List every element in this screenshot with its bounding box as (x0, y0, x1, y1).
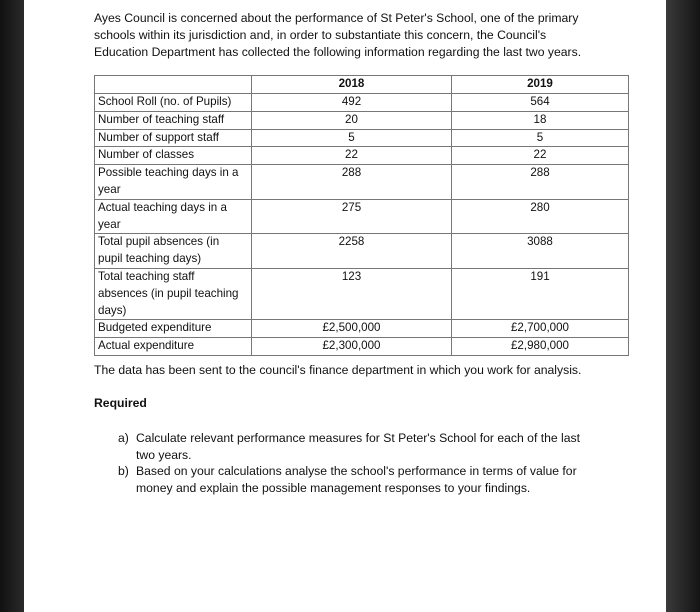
question-item (118, 430, 598, 463)
row-label-text: Actual expenditure (98, 339, 195, 353)
intro-paragraph (94, 10, 634, 61)
document-page (24, 0, 666, 612)
row-label-text: year (98, 217, 121, 231)
question-line: Calculate relevant performance measures for St Peter's School for each of the last (136, 431, 581, 445)
table-row (95, 165, 629, 200)
value-2019: 191 (452, 268, 629, 319)
photo-dark-edge-right (666, 0, 700, 612)
question-line: money and explain the possible management responses to your findings. (136, 480, 531, 495)
table-row (95, 268, 629, 319)
row-label (95, 268, 252, 319)
question-item (118, 463, 598, 496)
row-label (95, 129, 252, 147)
table-row (95, 199, 629, 234)
question-line: two years. (136, 447, 192, 462)
row-label-text: Number of teaching staff (98, 112, 225, 126)
required-heading: Required (94, 396, 147, 410)
value-2019: 22 (452, 147, 629, 165)
intro-line: schools within its jurisdiction and, in order to substantiate this concern, the Council's (94, 28, 547, 42)
after-table-paragraph: The data has been sent to the council's finance department in which you work for analysis. (94, 363, 582, 377)
intro-line: Ayes Council is concerned about the performance of St Peter's School, one of the primary (94, 11, 579, 25)
row-label-text: School Roll (no. of Pupils) (98, 95, 232, 108)
row-label (95, 320, 252, 338)
row-label-text: Actual teaching days in a (98, 200, 227, 214)
value-2018: 288 (252, 165, 452, 200)
value-2018: 492 (252, 94, 452, 112)
question-line: Based on your calculations analyse the school's performance in terms of value for (136, 464, 577, 479)
value-2019: 18 (452, 111, 629, 129)
table-row (95, 234, 629, 269)
value-2018: £2,300,000 (252, 338, 452, 356)
row-label-text: Possible teaching days in a (98, 166, 239, 180)
table-row (95, 111, 629, 129)
value-2019: 564 (452, 94, 629, 112)
value-2018: 123 (252, 268, 452, 319)
row-label-text: Number of classes (98, 148, 195, 162)
value-2018: 275 (252, 199, 452, 234)
photo-dark-edge-left (0, 0, 24, 612)
row-label (95, 111, 252, 129)
table-row (95, 94, 629, 112)
table-header-row (95, 76, 629, 94)
row-label-text: Budgeted expenditure (98, 321, 212, 335)
value-2019: 3088 (452, 234, 629, 269)
value-2019: 280 (452, 199, 629, 234)
table-row (95, 338, 629, 356)
table-row (95, 129, 629, 147)
value-2019: 5 (452, 129, 629, 147)
row-label (95, 338, 252, 356)
row-label-text: year (98, 182, 121, 196)
value-2019: 288 (452, 165, 629, 200)
value-2018: 20 (252, 111, 452, 129)
value-2018: £2,500,000 (252, 320, 452, 338)
table-header-2019: 2019 (452, 76, 629, 94)
row-label-text: absences (in pupil teaching (98, 286, 239, 300)
question-marker: b) (118, 464, 129, 479)
row-label (95, 199, 252, 234)
row-label-text: days) (98, 303, 127, 317)
value-2019: £2,980,000 (452, 338, 629, 356)
table-header-2018: 2018 (252, 76, 452, 94)
row-label (95, 94, 252, 112)
value-2018: 5 (252, 129, 452, 147)
intro-line: Education Department has collected the following information regarding the last two years. (94, 45, 582, 59)
table-row (95, 147, 629, 165)
row-label-text: Number of support staff (98, 130, 219, 144)
row-label (95, 147, 252, 165)
table-row (95, 320, 629, 338)
row-label (95, 165, 252, 200)
value-2018: 22 (252, 147, 452, 165)
row-label-text: Total pupil absences (in (98, 235, 220, 249)
questions-list (118, 430, 598, 496)
question-marker: a) (118, 431, 129, 445)
value-2018: 2258 (252, 234, 452, 269)
row-label-text: Total teaching staff (98, 269, 195, 283)
school-data-table (94, 75, 629, 356)
table-header-blank (95, 76, 252, 94)
value-2019: £2,700,000 (452, 320, 629, 338)
row-label-text: pupil teaching days) (98, 252, 202, 266)
row-label (95, 234, 252, 269)
